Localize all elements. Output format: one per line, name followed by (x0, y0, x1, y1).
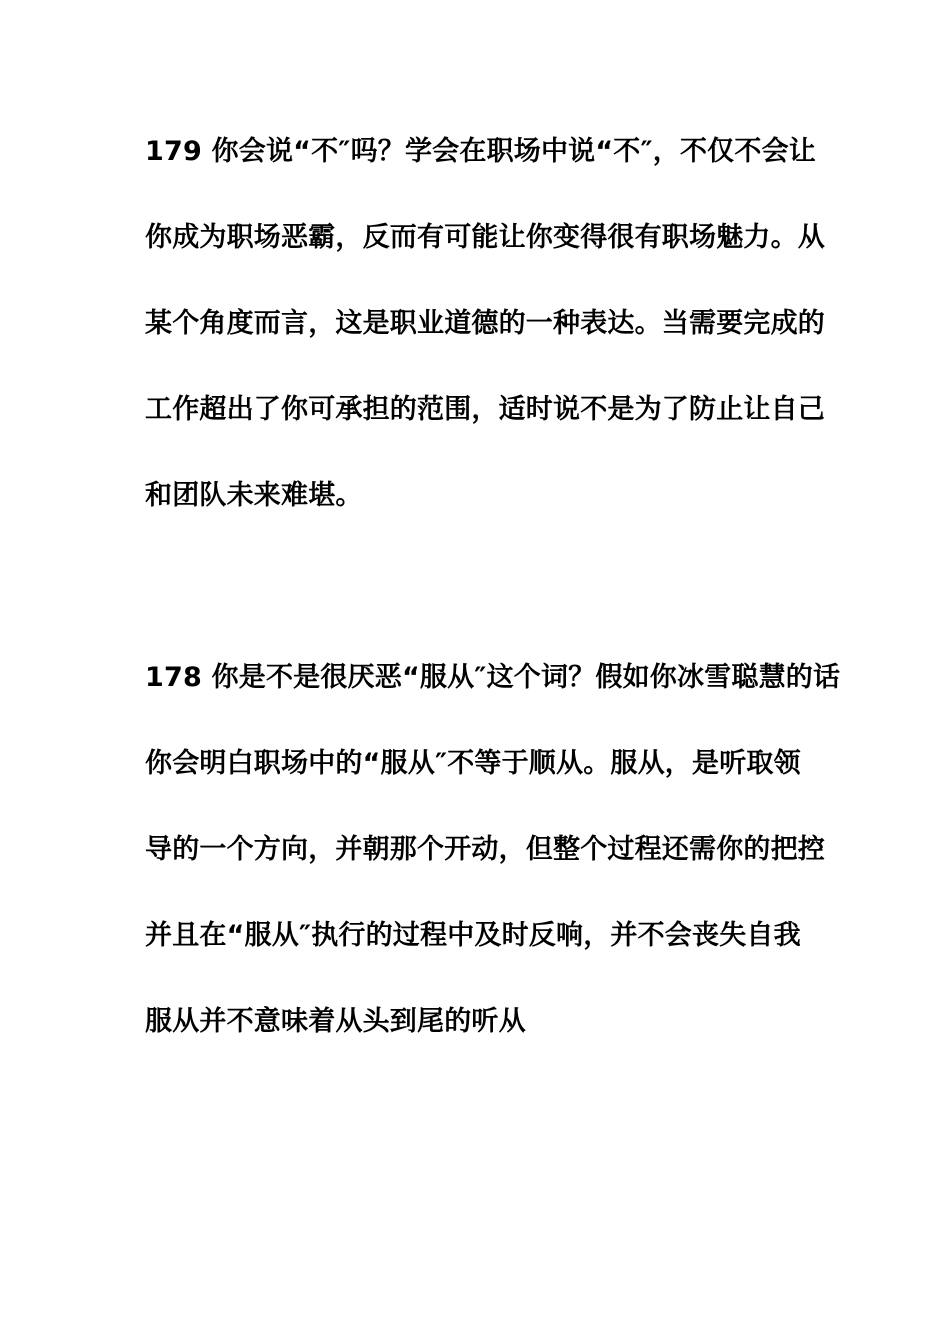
paragraph-line: 你会明白职场中的“服从″不等于顺从。服从，是听取领 (145, 748, 801, 779)
paragraph-line: 服从并不意味着从头到尾的听从 (145, 1006, 526, 1037)
paragraph-line: 并且在“服从″执行的过程中及时反响，并不会丧失自我 (145, 920, 801, 951)
paragraph-line: 工作超出了你可承担的范围，适时说不是为了防止让自己 (145, 394, 825, 425)
paragraph-178 (145, 658, 841, 1088)
paragraph-line: 导的一个方向，并朝那个开动，但整个过程还需你的把控 (145, 834, 825, 865)
paragraph-line: 179 你会说“不″吗？学会在职场中说“不″，不仅不会让 (145, 136, 816, 167)
paragraph-line: 你成为职场恶霸，反而有可能让你变得很有职场魅力。从 (145, 222, 825, 253)
paragraph-line: 178 你是不是很厌恶“服从″这个词？假如你冰雪聪慧的话 (145, 662, 841, 693)
paragraph-line: 和团队未来难堪。 (145, 480, 363, 511)
paragraph-line: 某个角度而言，这是职业道德的一种表达。当需要完成的 (145, 308, 825, 339)
paragraph-179 (145, 132, 825, 562)
